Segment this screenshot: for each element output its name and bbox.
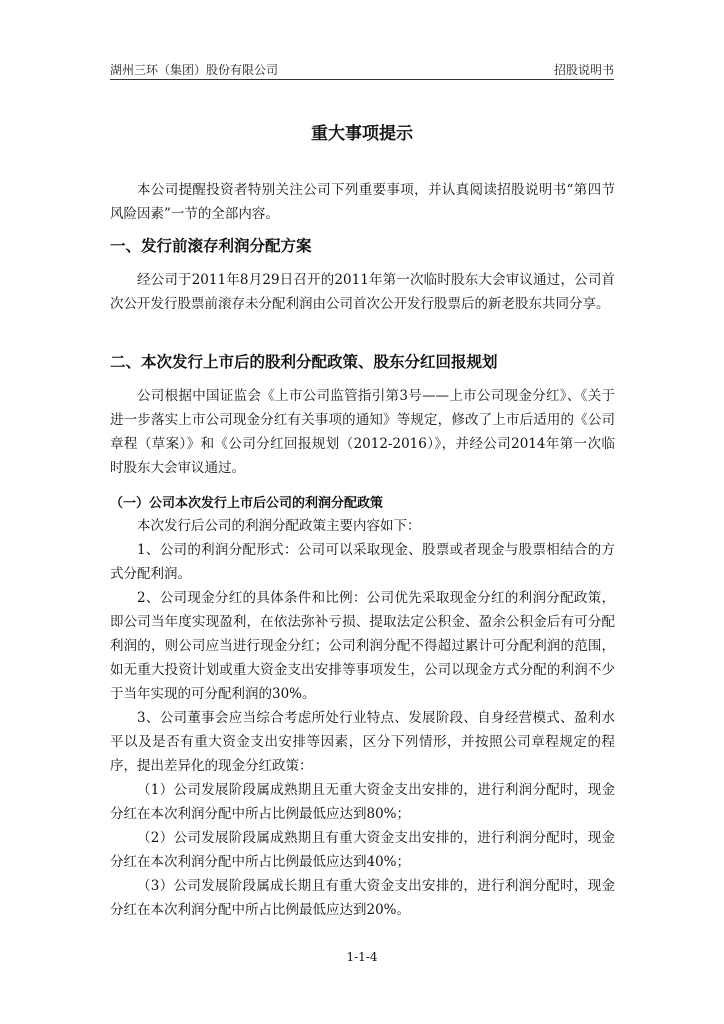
policy-case-2: （2）公司发展阶段属成熟期且有重大资金支出安排的，进行利润分配时，现金分红在本次利润分配中所占比例最低应达到40%；: [110, 830, 615, 870]
header-rule: [110, 79, 614, 80]
policy-item-1: 1、公司的利润分配形式：公司可以采取现金、股票或者现金与股票相结合的方式分配利润。: [110, 542, 615, 582]
section1-heading: 一、发行前滚存利润分配方案: [110, 237, 312, 255]
subsection1-heading: （一）公司本次发行上市后公司的利润分配政策: [110, 496, 384, 511]
intro-paragraph: 本公司提醒投资者特别关注公司下列重要事项，并认真阅读招股说明书“第四节 风险因素”一节的全部内容。: [110, 182, 615, 222]
page-header: [110, 58, 614, 78]
policy-item-2: 2、公司现金分红的具体条件和比例：公司优先采取现金分红的利润分配政策，即公司当年度实现盈利，在依法弥补亏损、提取法定公积金、盈余公积金后有可分配利润的，则公司应当进行现金分红；公司利润分配不得超过累计可分配利润的范围，如无重大投资计划或重大资金支出安排等事项发生，公司以现金方式分配的利润不少于当年实现的可分配利润的30%。: [110, 590, 615, 702]
policy-item-3: 3、公司董事会应当综合考虑所处行业特点、发展阶段、自身经营模式、盈利水平以及是否有重大资金支出安排等因素，区分下列情形，并按照公司章程规定的程序，提出差异化的现金分红政策：: [110, 710, 615, 774]
header-company: 湖州三环（集团）股份有限公司: [110, 63, 279, 77]
policy-case-1: （1）公司发展阶段属成熟期且无重大资金支出安排的，进行利润分配时，现金分红在本次利润分配中所占比例最低应达到80%；: [110, 782, 615, 822]
section2-body: 公司根据中国证监会《上市公司监管指引第3号——上市公司现金分红》、《关于进一步落实上市公司现金分红有关事项的通知》等规定，修改了上市后适用的《公司章程（草案）》和《公司分红回报规划（2012-2016）》，并经公司2014年第一次临时股东大会审议通过。: [110, 388, 615, 476]
policy-case-3: （3）公司发展阶段属成长期且有重大资金支出安排的，进行利润分配时，现金分红在本次利润分配中所占比例最低应达到20%。: [110, 878, 615, 918]
section2-heading: 二、本次发行上市后的股利分配政策、股东分红回报规划: [110, 353, 498, 371]
page-title: 重大事项提示: [311, 124, 413, 144]
header-doc-type: 招股说明书: [553, 63, 614, 77]
page-number: 1-1-4: [346, 950, 378, 964]
policy-lead: 本次发行后公司的利润分配政策主要内容如下：: [137, 518, 421, 534]
section1-body: 经公司于2011年8月29日召开的2011年第一次临时股东大会审议通过，公司首次公开发行股票前滚存未分配利润由公司首次公开发行股票后的新老股东共同分享。: [110, 272, 615, 312]
